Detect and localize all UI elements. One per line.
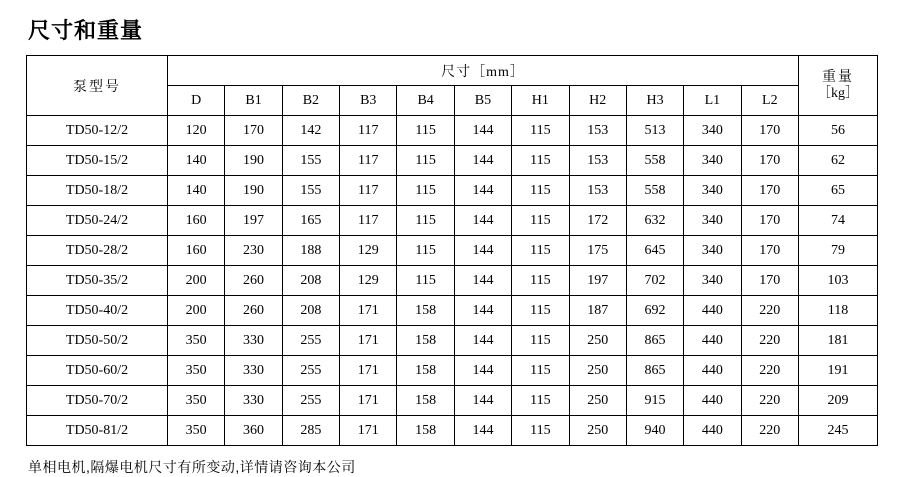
cell-h1: 115 <box>512 356 569 386</box>
cell-d: 350 <box>168 356 225 386</box>
cell-h3: 940 <box>626 416 683 446</box>
cell-h2: 153 <box>569 116 626 146</box>
weight-label-line2: ［kg］ <box>817 85 859 101</box>
cell-h1: 115 <box>512 206 569 236</box>
cell-b3: 117 <box>340 206 397 236</box>
cell-b2: 165 <box>282 206 339 236</box>
table-row <box>27 386 878 416</box>
cell-b3: 171 <box>340 356 397 386</box>
table-row <box>27 146 878 176</box>
cell-b5: 144 <box>454 146 511 176</box>
cell-weight: 191 <box>799 356 878 386</box>
cell-b3: 129 <box>340 236 397 266</box>
cell-b2: 255 <box>282 386 339 416</box>
cell-b1: 170 <box>225 116 282 146</box>
cell-h2: 187 <box>569 296 626 326</box>
cell-h1: 115 <box>512 176 569 206</box>
column-header-h2: H2 <box>569 86 626 116</box>
cell-weight: 103 <box>799 266 878 296</box>
table-row <box>27 296 878 326</box>
cell-d: 200 <box>168 266 225 296</box>
cell-l2: 170 <box>741 116 798 146</box>
cell-h1: 115 <box>512 146 569 176</box>
cell-l1: 440 <box>684 296 741 326</box>
column-header-d: D <box>168 86 225 116</box>
cell-b4: 115 <box>397 266 454 296</box>
cell-model: TD50-24/2 <box>27 206 168 236</box>
cell-b2: 155 <box>282 176 339 206</box>
cell-h3: 513 <box>626 116 683 146</box>
cell-d: 140 <box>168 176 225 206</box>
cell-b1: 197 <box>225 206 282 236</box>
cell-b1: 260 <box>225 296 282 326</box>
column-header-h3: H3 <box>626 86 683 116</box>
cell-weight: 118 <box>799 296 878 326</box>
table-header-row-1 <box>27 56 878 86</box>
cell-b1: 260 <box>225 266 282 296</box>
cell-b5: 144 <box>454 266 511 296</box>
cell-b5: 144 <box>454 116 511 146</box>
cell-b5: 144 <box>454 236 511 266</box>
table-row <box>27 266 878 296</box>
cell-b1: 330 <box>225 326 282 356</box>
cell-b3: 171 <box>340 386 397 416</box>
cell-l2: 170 <box>741 176 798 206</box>
cell-l2: 220 <box>741 296 798 326</box>
cell-b4: 115 <box>397 236 454 266</box>
cell-b1: 330 <box>225 356 282 386</box>
cell-b1: 360 <box>225 416 282 446</box>
column-header-l2: L2 <box>741 86 798 116</box>
cell-h2: 250 <box>569 416 626 446</box>
cell-l1: 440 <box>684 386 741 416</box>
cell-h1: 115 <box>512 416 569 446</box>
cell-l1: 340 <box>684 236 741 266</box>
cell-b3: 117 <box>340 176 397 206</box>
cell-model: TD50-70/2 <box>27 386 168 416</box>
table-row <box>27 416 878 446</box>
column-header-b2: B2 <box>282 86 339 116</box>
cell-h3: 632 <box>626 206 683 236</box>
cell-b3: 129 <box>340 266 397 296</box>
cell-h3: 692 <box>626 296 683 326</box>
cell-model: TD50-81/2 <box>27 416 168 446</box>
cell-d: 350 <box>168 326 225 356</box>
cell-b2: 285 <box>282 416 339 446</box>
cell-h2: 153 <box>569 146 626 176</box>
cell-h2: 250 <box>569 386 626 416</box>
cell-model: TD50-18/2 <box>27 176 168 206</box>
cell-h2: 250 <box>569 356 626 386</box>
cell-l1: 340 <box>684 176 741 206</box>
cell-d: 140 <box>168 146 225 176</box>
cell-l1: 340 <box>684 266 741 296</box>
weight-label-line1: 重量 <box>822 70 854 86</box>
cell-weight: 74 <box>799 206 878 236</box>
cell-h3: 915 <box>626 386 683 416</box>
cell-l1: 340 <box>684 116 741 146</box>
cell-b3: 171 <box>340 416 397 446</box>
cell-model: TD50-12/2 <box>27 116 168 146</box>
column-header-weight <box>799 56 878 116</box>
table-header <box>27 56 878 116</box>
cell-b2: 142 <box>282 116 339 146</box>
cell-h2: 197 <box>569 266 626 296</box>
cell-b4: 158 <box>397 296 454 326</box>
cell-h3: 558 <box>626 176 683 206</box>
cell-l1: 440 <box>684 416 741 446</box>
cell-b3: 171 <box>340 326 397 356</box>
table-row <box>27 356 878 386</box>
cell-d: 160 <box>168 236 225 266</box>
column-header-model: 泵型号 <box>27 56 168 116</box>
cell-b5: 144 <box>454 296 511 326</box>
column-header-b1: B1 <box>225 86 282 116</box>
cell-h2: 175 <box>569 236 626 266</box>
cell-l2: 220 <box>741 356 798 386</box>
cell-b1: 190 <box>225 176 282 206</box>
cell-b4: 115 <box>397 146 454 176</box>
cell-h1: 115 <box>512 296 569 326</box>
column-header-h1: H1 <box>512 86 569 116</box>
footnote-text: 单相电机,隔爆电机尺寸有所变动,详情请咨询本公司 <box>28 459 356 475</box>
cell-b4: 158 <box>397 386 454 416</box>
cell-d: 350 <box>168 416 225 446</box>
cell-model: TD50-50/2 <box>27 326 168 356</box>
dimensions-weight-table <box>26 55 878 446</box>
cell-h1: 115 <box>512 116 569 146</box>
column-header-b3: B3 <box>340 86 397 116</box>
cell-b5: 144 <box>454 176 511 206</box>
cell-b5: 144 <box>454 356 511 386</box>
table-row <box>27 116 878 146</box>
cell-b3: 171 <box>340 296 397 326</box>
cell-l2: 220 <box>741 386 798 416</box>
cell-d: 350 <box>168 386 225 416</box>
column-header-b5: B5 <box>454 86 511 116</box>
cell-b4: 115 <box>397 116 454 146</box>
cell-weight: 62 <box>799 146 878 176</box>
table-row <box>27 206 878 236</box>
cell-model: TD50-15/2 <box>27 146 168 176</box>
cell-b4: 158 <box>397 356 454 386</box>
cell-h1: 115 <box>512 266 569 296</box>
cell-b2: 255 <box>282 356 339 386</box>
cell-b4: 158 <box>397 416 454 446</box>
cell-h2: 153 <box>569 176 626 206</box>
cell-h1: 115 <box>512 386 569 416</box>
cell-weight: 79 <box>799 236 878 266</box>
cell-h1: 115 <box>512 236 569 266</box>
page-title: 尺寸和重量 <box>28 18 144 43</box>
column-header-l1: L1 <box>684 86 741 116</box>
cell-l2: 170 <box>741 266 798 296</box>
cell-weight: 65 <box>799 176 878 206</box>
cell-h3: 865 <box>626 326 683 356</box>
cell-b1: 190 <box>225 146 282 176</box>
column-header-b4: B4 <box>397 86 454 116</box>
cell-b2: 208 <box>282 266 339 296</box>
cell-b5: 144 <box>454 326 511 356</box>
cell-l1: 440 <box>684 326 741 356</box>
cell-b4: 115 <box>397 176 454 206</box>
cell-b3: 117 <box>340 146 397 176</box>
cell-h3: 865 <box>626 356 683 386</box>
cell-h2: 250 <box>569 326 626 356</box>
cell-b2: 188 <box>282 236 339 266</box>
cell-l1: 340 <box>684 206 741 236</box>
table-body <box>27 116 878 446</box>
cell-model: TD50-28/2 <box>27 236 168 266</box>
column-header-dimensions: 尺寸［mm］ <box>168 56 799 86</box>
cell-weight: 181 <box>799 326 878 356</box>
cell-d: 120 <box>168 116 225 146</box>
cell-b4: 158 <box>397 326 454 356</box>
cell-b5: 144 <box>454 386 511 416</box>
table-row <box>27 176 878 206</box>
cell-h3: 702 <box>626 266 683 296</box>
cell-weight: 56 <box>799 116 878 146</box>
cell-l1: 340 <box>684 146 741 176</box>
cell-l2: 170 <box>741 146 798 176</box>
cell-b1: 230 <box>225 236 282 266</box>
cell-l1: 440 <box>684 356 741 386</box>
cell-d: 160 <box>168 206 225 236</box>
cell-b5: 144 <box>454 416 511 446</box>
cell-l2: 220 <box>741 326 798 356</box>
cell-h3: 645 <box>626 236 683 266</box>
cell-weight: 209 <box>799 386 878 416</box>
cell-l2: 170 <box>741 206 798 236</box>
table-row <box>27 236 878 266</box>
cell-weight: 245 <box>799 416 878 446</box>
cell-b4: 115 <box>397 206 454 236</box>
cell-h1: 115 <box>512 326 569 356</box>
cell-b2: 155 <box>282 146 339 176</box>
cell-model: TD50-60/2 <box>27 356 168 386</box>
cell-l2: 170 <box>741 236 798 266</box>
cell-h3: 558 <box>626 146 683 176</box>
cell-h2: 172 <box>569 206 626 236</box>
cell-b2: 255 <box>282 326 339 356</box>
cell-d: 200 <box>168 296 225 326</box>
cell-l2: 220 <box>741 416 798 446</box>
cell-b2: 208 <box>282 296 339 326</box>
cell-model: TD50-40/2 <box>27 296 168 326</box>
cell-b1: 330 <box>225 386 282 416</box>
cell-b3: 117 <box>340 116 397 146</box>
cell-b5: 144 <box>454 206 511 236</box>
cell-model: TD50-35/2 <box>27 266 168 296</box>
table-row <box>27 326 878 356</box>
